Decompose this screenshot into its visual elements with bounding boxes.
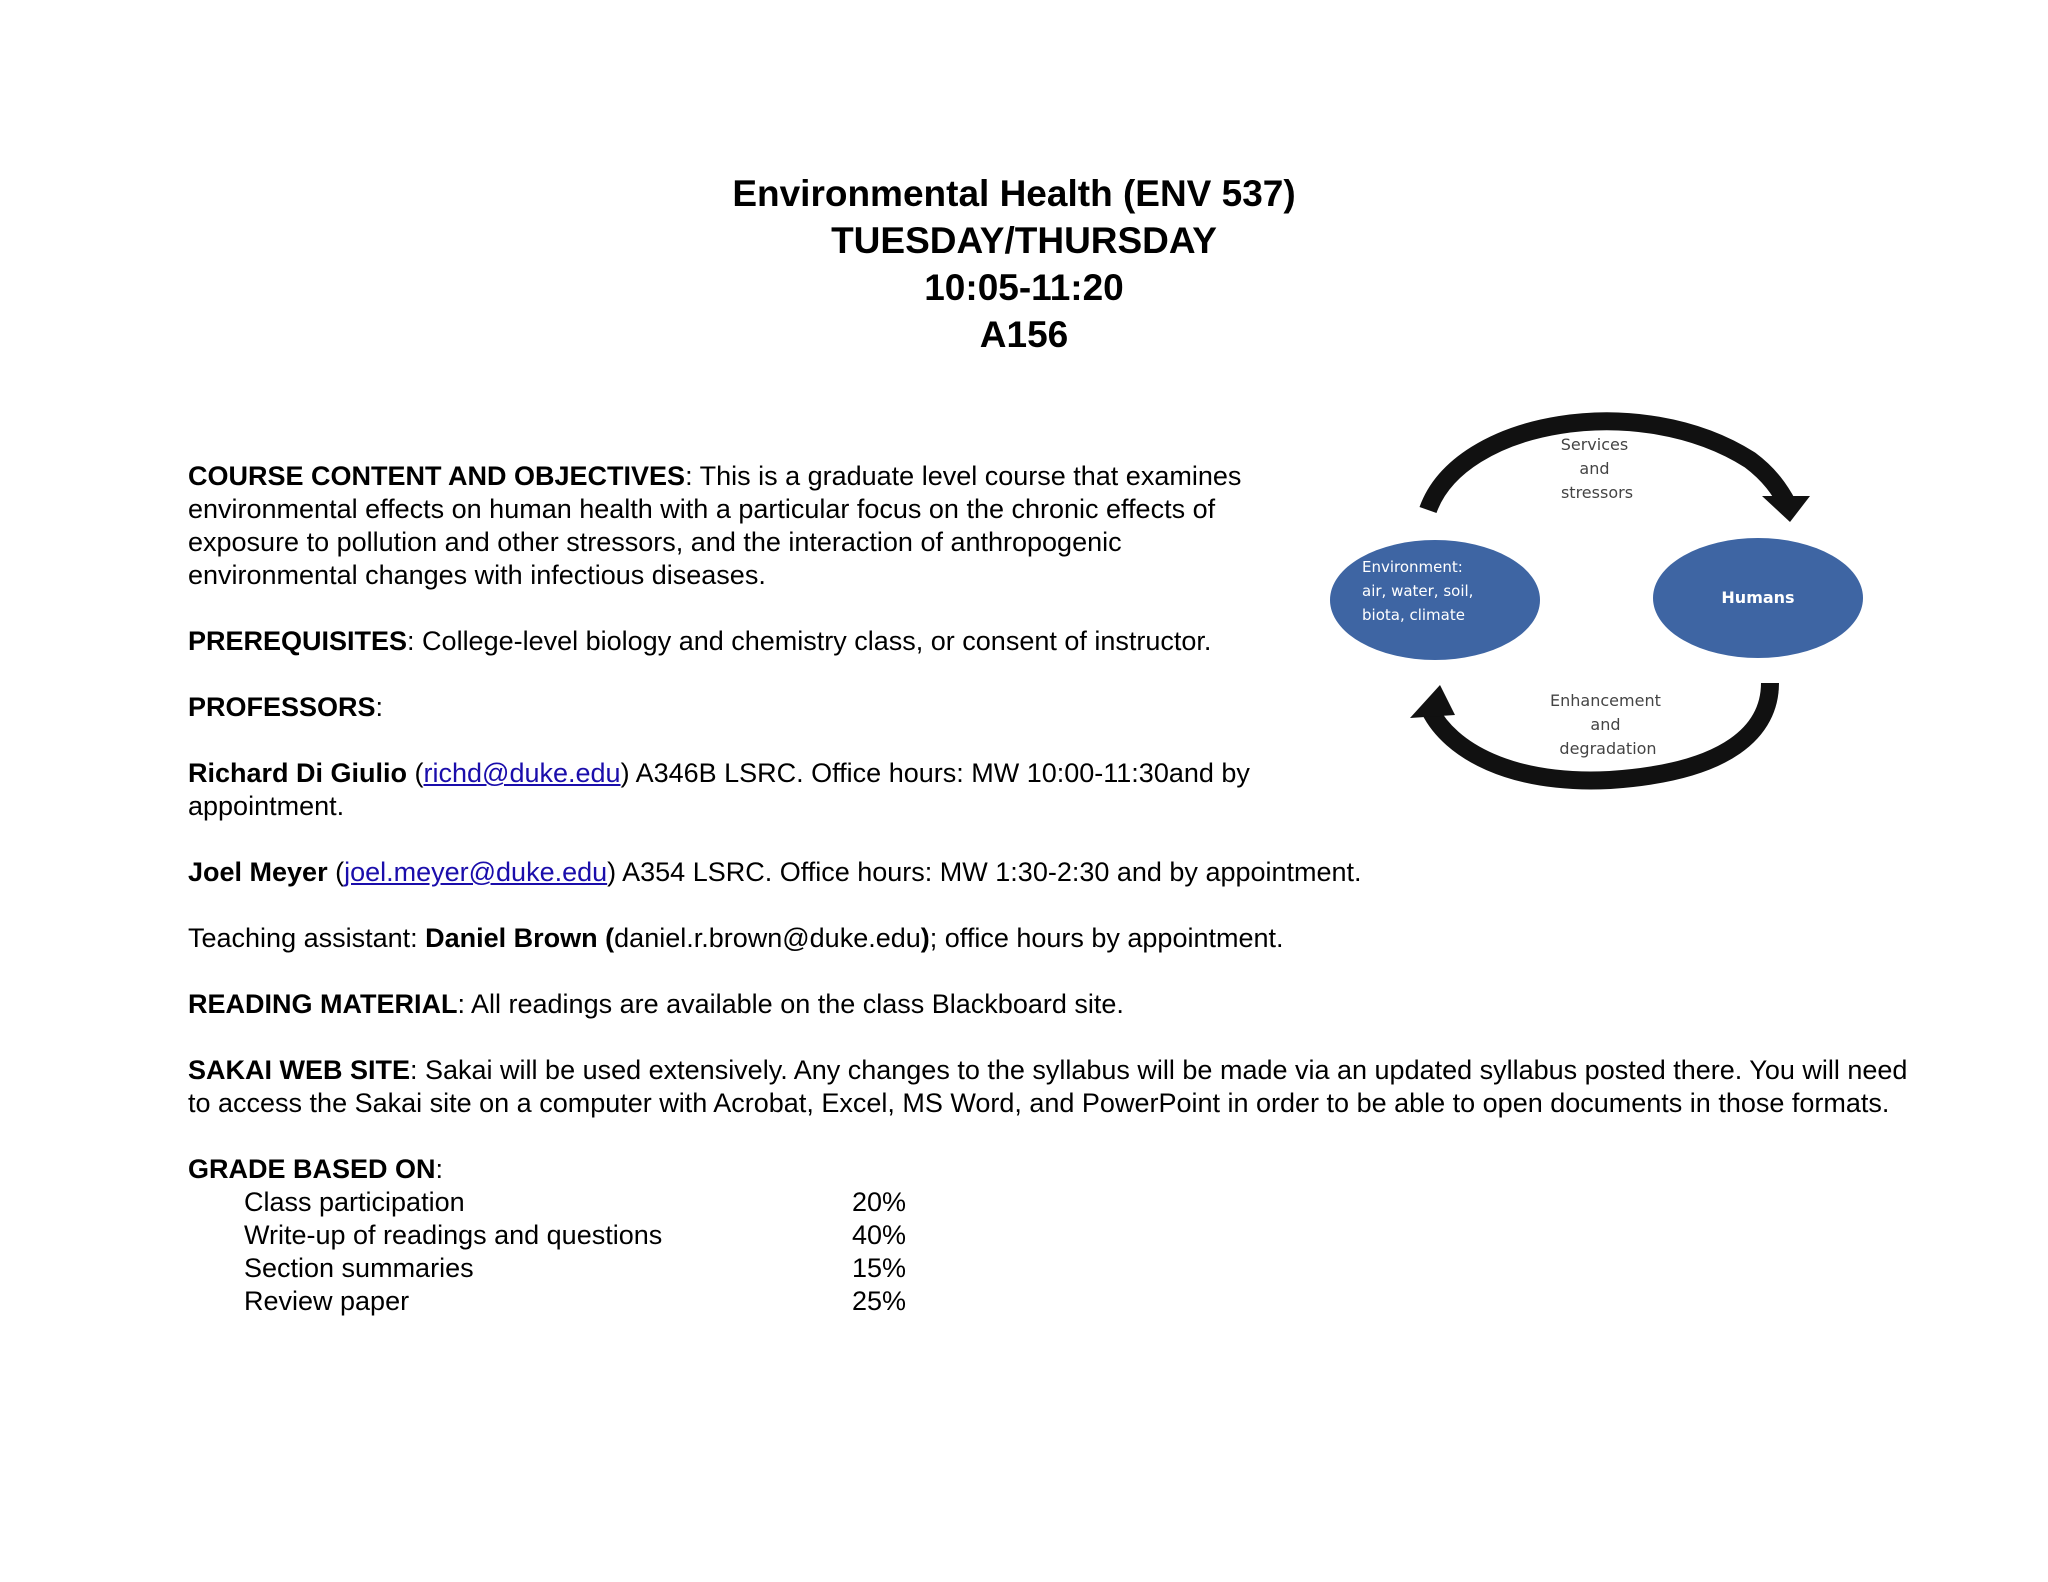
professor-email-link[interactable]: joel.meyer@duke.edu	[344, 857, 608, 887]
grade-item-percent: 15%	[852, 1253, 907, 1283]
grade-row	[188, 1252, 1908, 1285]
ta-prefix: Teaching assistant:	[188, 923, 426, 953]
top-label-line: and	[1579, 459, 1610, 478]
professors-label: PROFESSORS	[188, 692, 376, 722]
ta-email: daniel.r.brown@duke.edu	[614, 923, 921, 953]
course-days: TUESDAY/THURSDAY	[831, 220, 1217, 261]
course-content-label: COURSE CONTENT AND OBJECTIVES	[188, 461, 686, 491]
bottom-label-line: Enhancement	[1550, 691, 1661, 710]
ta-close: )	[920, 923, 930, 953]
grade-row	[188, 1219, 1908, 1252]
syllabus-body	[188, 460, 1908, 1318]
environment-label-line: air, water, soil,	[1362, 582, 1474, 600]
top-label-line: stressors	[1560, 483, 1634, 502]
professor-email-link[interactable]: richd@duke.edu	[423, 758, 621, 788]
sakai-label: SAKAI WEB SITE	[188, 1055, 411, 1085]
grade-item-name: Review paper	[244, 1286, 410, 1316]
professor-name: Richard Di Giulio	[188, 758, 408, 788]
environment-label-line: biota, climate	[1362, 606, 1465, 624]
ta-suffix: ; office hours by appointment.	[929, 923, 1284, 953]
professor-details: ) A346B LSRC. Office hours: MW 10:00-11:30and by appointment.	[188, 758, 1250, 821]
course-room: A156	[979, 314, 1069, 355]
professors-heading	[188, 691, 1298, 724]
grade-item-percent: 40%	[852, 1220, 907, 1250]
prerequisites-paragraph	[188, 625, 1298, 658]
grade-row	[188, 1186, 1908, 1219]
professor-paren: (	[327, 857, 345, 887]
prerequisites-text: : College-level biology and chemistry class, or consent of instructor.	[407, 626, 1212, 656]
professor-name: Joel Meyer	[188, 857, 328, 887]
top-label-line: Services	[1560, 435, 1629, 454]
grade-row	[188, 1285, 1908, 1318]
grade-item-name: Write-up of readings and questions	[244, 1220, 663, 1250]
course-title: Environmental Health (ENV 537)	[732, 173, 1296, 214]
grade-label: GRADE BASED ON	[188, 1154, 436, 1184]
professor-entry	[188, 856, 1908, 889]
prerequisites-label: PREREQUISITES	[188, 626, 408, 656]
course-time: 10:05-11:20	[924, 267, 1124, 308]
course-content-paragraph	[188, 460, 1298, 592]
teaching-assistant-paragraph	[188, 922, 1908, 955]
bottom-label-line: and	[1590, 715, 1621, 734]
sakai-text: : Sakai will be used extensively. Any changes to the syllabus will be made via an updated syllabus posted there. You will need to access the Sakai site on a computer with Acrobat, Excel, MS Word, and PowerPoint in order to be able to open documents in those formats.	[188, 1055, 1908, 1118]
grade-section	[188, 1153, 1908, 1318]
professor-entry	[188, 757, 1298, 823]
course-content-text: : This is a graduate level course that examines environmental effects on human health with a particular focus on the chronic effects of exposure to pollution and other stressors, and the interaction of anthropogenic environmental changes with infectious diseases.	[188, 461, 1242, 590]
reading-label: READING MATERIAL	[188, 989, 458, 1019]
reading-text: : All readings are available on the class Blackboard site.	[457, 989, 1124, 1019]
grade-item-name: Class participation	[244, 1187, 465, 1217]
sakai-paragraph	[188, 1054, 1908, 1120]
grade-item-percent: 25%	[852, 1286, 907, 1316]
bottom-label-line: degradation	[1559, 739, 1657, 758]
grade-item-name: Section summaries	[244, 1253, 474, 1283]
document-header	[0, 170, 2048, 358]
professor-details: ) A354 LSRC. Office hours: MW 1:30-2:30 and by appointment.	[607, 857, 1362, 887]
grade-heading	[188, 1153, 1908, 1186]
grade-item-percent: 20%	[852, 1187, 907, 1217]
professors-colon: :	[375, 692, 384, 722]
grade-colon: :	[435, 1154, 444, 1184]
environment-label-line: Environment:	[1362, 558, 1463, 576]
reading-material-paragraph	[188, 988, 1908, 1021]
ta-name: Daniel Brown (	[425, 923, 615, 953]
humans-node-label: Humans	[1721, 588, 1795, 607]
professor-paren: (	[407, 758, 424, 788]
